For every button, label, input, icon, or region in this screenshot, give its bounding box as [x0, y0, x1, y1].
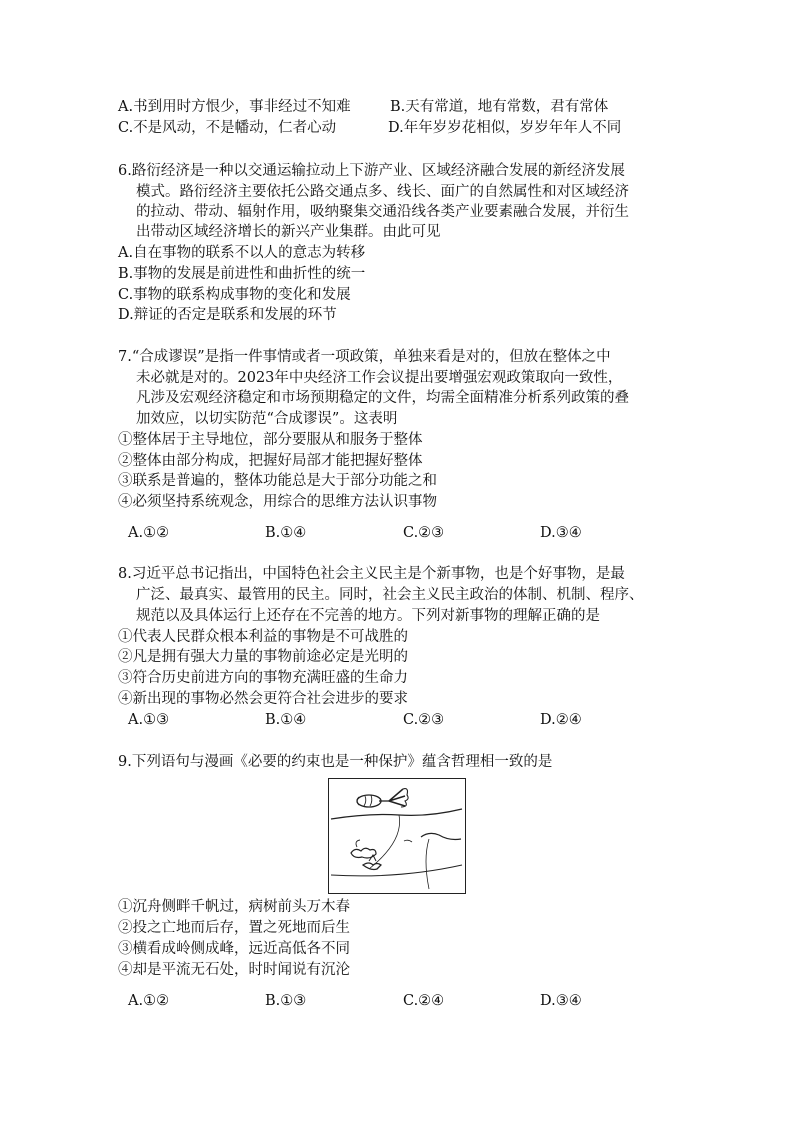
q7-statement: ①整体居于主导地位，部分要服从和服务于整体 [118, 432, 423, 448]
q7-stem-line: 凡涉及宏观经济稳定和市场预期稳定的文件，均需全面精准分析系列政策的叠 [136, 390, 629, 406]
q5-option-b: B.天有常道，地有常数，君有常体 [390, 99, 609, 115]
q6-stem-line: 的拉动、带动、辐射作用，吸纳聚集交通沿线各类产业要素融合发展，并衍生 [136, 204, 629, 220]
q8-statement: ③符合历史前进方向的事物充满旺盛的生命力 [118, 670, 408, 686]
kite-icon [357, 789, 408, 807]
q6-option-a: A.自在事物的联系不以人的意志为转移 [118, 245, 366, 261]
q7-choice-b: B.①④ [265, 525, 307, 541]
q9-stem: 9.下列语句与漫画《必要的约束也是一种保护》蕴含哲理相一致的是 [118, 754, 553, 770]
q9-choice-d: D.③④ [540, 993, 582, 1009]
q8-statement: ①代表人民群众根本利益的事物是不可战胜的 [118, 629, 408, 645]
q8-stem-line: 规范以及具体运行上还存在不完善的地方。下列对新事物的理解正确的是 [136, 608, 600, 624]
q6-stem-line: 6.路衍经济是一种以交通运输拉动上下游产业、区域经济融合发展的新经济发展 [118, 163, 625, 179]
q7-choice-a: A.①② [128, 525, 170, 541]
q7-statement: ②整体由部分构成，把握好局部才能把握好整体 [118, 453, 423, 469]
q8-stem-line: 8.习近平总书记指出，中国特色社会主义民主是个新事物，也是个好事物，是最 [118, 566, 625, 582]
cartoon-image [328, 778, 466, 894]
q8-statement: ②凡是拥有强大力量的事物前途必定是光明的 [118, 649, 408, 665]
q8-choice-d: D.②④ [540, 712, 582, 728]
q9-statement: ④却是平流无石处，时时闻说有沉沦 [118, 962, 350, 978]
q8-statement: ④新出现的事物必然会更符合社会进步的要求 [118, 691, 408, 707]
q6-option-c: C.事物的联系构成事物的变化和发展 [118, 287, 351, 303]
q9-statement: ③横看成岭侧成峰，远近高低各不同 [118, 941, 350, 957]
q7-choice-d: D.③④ [540, 525, 582, 541]
q7-statement: ③联系是普遍的，整体功能总是大于部分功能之和 [118, 473, 437, 489]
q8-choice-a: A.①③ [128, 712, 170, 728]
q8-choice-c: C.②③ [403, 712, 445, 728]
q7-choice-c: C.②③ [403, 525, 445, 541]
q9-statement: ①沉舟侧畔千帆过，病树前头万木春 [118, 899, 350, 915]
q7-statement: ④必须坚持系统观念，用综合的思维方法认识事物 [118, 494, 437, 510]
q5-option-d: D.年年岁岁花相似，岁岁年年人不同 [388, 120, 622, 136]
q6-stem-line: 模式。路衍经济主要依托公路交通点多、线长、面广的自然属性和对区域经济 [136, 184, 629, 200]
q8-stem-line: 广泛、最真实、最管用的民主。同时，社会主义民主政治的体制、机制、程序、 [136, 587, 644, 603]
q9-statement: ②投之亡地而后存，置之死地而后生 [118, 920, 350, 936]
q8-choice-b: B.①④ [265, 712, 307, 728]
q6-option-b: B.事物的发展是前进性和曲折性的统一 [118, 266, 366, 282]
q9-choice-b: B.①③ [265, 993, 307, 1009]
q7-stem-line: 加效应，以切实防范“合成谬误”。这表明 [136, 411, 398, 427]
q9-choice-a: A.①② [128, 993, 170, 1009]
q6-stem-line: 出带动区域经济增长的新兴产业集群。由此可见 [136, 224, 441, 240]
kite-cartoon-drawing [329, 779, 464, 892]
q7-stem-line: 7.“合成谬误”是指一件事情或者一项政策，单独来看是对的，但放在整体之中 [118, 349, 611, 365]
q7-stem-line: 未必就是对的。2023年中央经济工作会议提出要增强宏观政策取向一致性， [136, 370, 623, 386]
q9-choice-c: C.②④ [403, 993, 445, 1009]
q5-option-a: A.书到用时方恨少，事非经过不知难 [118, 99, 351, 115]
q5-option-c: C.不是风动，不是幡动，仁者心动 [118, 120, 337, 136]
q6-option-d: D.辩证的否定是联系和发展的环节 [118, 307, 337, 323]
